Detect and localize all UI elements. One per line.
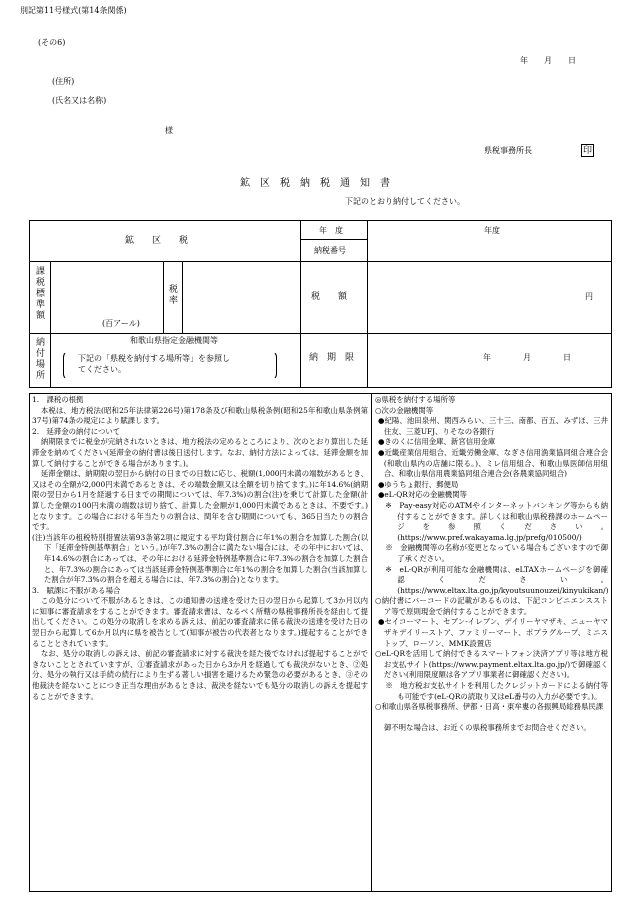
s2-note: (注)当該年の租税特別措置法第93条第2項に規定する平均貸付割合に年1%の割合を加算した割合(以下「延滞金特例基準割合」という。)が年7.3%の割合に満たない場合には、その年中においては、年14.6%の割合にあっては、その年における延滞金特例基準割合に年7.3%の割合を加算した割合と、年7.3%の割合にあっては当該延滞金特例基準割合に年1%の割合を加算した割合(当該加算した割合が年7.3%の割合を超える場合には、年7.3%の割合)となります。 [32, 532, 368, 585]
places-r6: ●eL-QR対応の金融機関等 [377, 490, 467, 500]
kouku-zei-label: 鉱 区 税 [125, 236, 189, 246]
nendo-value: 年度 [484, 226, 500, 235]
places-r14: ○和歌山県各県税事務所、伊都・日高・東牟婁の各振興局総務県民課 [375, 702, 604, 712]
tax-amount-label: 税 額 [311, 292, 348, 302]
places-title: ◎県税を納付する場所等 [375, 395, 456, 404]
address-label: (住所) [52, 77, 75, 86]
places-r1: ○次の金融機関等 [375, 405, 434, 415]
due-date-label: 納 期 限 [309, 353, 355, 363]
yen-unit: 円 [585, 292, 593, 301]
sama-honorific: 様 [165, 126, 173, 135]
places-r8: ※ 金融機関等の名称が変更となっている場合もございますので御了承ください。 [385, 543, 608, 563]
instruction-text: 下記のとおり納付してください。 [345, 197, 465, 206]
s2-title: 2. 延滞金の納付について [32, 426, 121, 436]
office-name: 県税事務所長 [484, 146, 532, 155]
tax-number-label: 納税番号 [314, 246, 346, 255]
payment-place-label: 納付場所 [34, 337, 44, 381]
tax-rate-label: 税率 [167, 284, 177, 306]
s2-para2: 延滞金額は、納期限の翌日から納付の日までの日数に応じ、税額(1,000円未満の端数があるとき、又はその全額が2,000円未満であるときは、その端数金額又は全額を切り捨てます。)に年14.6%(納期限の翌日から1月を経過する日までの期間については、年7.3%)の割合(注)を乗じて計算した金額(計算した金額の100円未満の端数は切り捨て、計算した金額が1,000円未満であるときは、不要です。)となります。この場合における年当たりの割合は、閏年を含む期間についても、365日当たりの割合です。 [32, 469, 368, 532]
due-date-value: 年 月 日 [483, 353, 571, 362]
see-note-line2: てください。 [78, 365, 126, 374]
places-r9: ※ eL-QRが利用可能な金融機関は、eLTAXホームページを御確認ください。(https://www.eltax.lta.go.jp/kyoutsuunouzei/kinyukikan/) [385, 564, 609, 595]
form-sub-id: (その6) [38, 38, 66, 47]
kazei-hyojun-label: 課税標準額 [34, 266, 44, 321]
issue-date: 年 月 日 [520, 56, 576, 65]
s3-title: 3. 賦課に不服がある場合 [32, 585, 121, 595]
places-r2: ●紀陽、池田泉州、関西みらい、三十三、南都、百五、みずほ、三井住友、三菱UFJ、りそなの各銀行 [377, 416, 608, 436]
s2-para1: 納期限までに税金が完納されないときは、地方税法の定めるところにより、次のとおり算出した延滞金を納めてください(延滞金の納付書は後日送付します。なお、納付方法によっては、延滞金額を加算して納付することができる場合があります。)。 [32, 437, 368, 468]
places-r10: ○納付書にバーコードの記載があるものは、下記コンビニエンスストア等で原則現金で納付することができます。 [375, 596, 608, 616]
places-r15: 御不明な場合は、お近くの県税事務所までお問合せください。 [383, 722, 591, 732]
s3-para1: この処分について不服があるときは、この通知書の送達を受けた日の翌日から起算して3か月以内に知事に審査請求をすることができます。審査請求書は、なるべく所轄の県税事務所長を経由して提出してください。この処分の取消しを求める訴えは、前記の審査請求に係る裁決の送達を受けた日の翌日から起算して6か月以内に県を被告として(知事が被告の代表者となります。)提起することができることとされています。 [32, 596, 368, 648]
s3-para2: なお、処分の取消しの訴えは、前記の審査請求に対する裁決を経た後でなければ提起することができないこととされていますが、①審査請求があった日から3か月を経過しても裁決がないとき、②処分、処分の執行又は手続の続行により生ずる著しい損害を避けるため緊急の必要があるとき、③その他裁決を経ないことにつき正当な理由があるときは、裁決を経ないでも処分の取消しの訴えを提起することができます。 [32, 649, 368, 701]
places-r11: ●セイコーマート、セブン-イレブン、デイリーヤマザキ、ニューヤマザキデイリーストア、ファミリーマート、ポプラグループ、ミニストップ、ローソン、MMK設置店 [377, 617, 608, 648]
places-r13: ※ 地方税お支払サイトを利用したクレジットカードによる納付等も可能です(eL-QRの読取り又はeL番号の入力が必要です。)。 [385, 681, 608, 701]
s1-body: 本税は、地方税法(昭和25年法律第226号)第178条及び和歌山県税条例(昭和25年和歌山県条例第37号)第74条の規定により賦課します。 [32, 405, 368, 426]
see-note-line1: 下記の「県税を納付する場所等」を参照し [78, 354, 230, 363]
payment-places-column [375, 395, 608, 733]
designated-bank: 和歌山県指定金融機関等 [130, 336, 218, 345]
places-r5: ●ゆうちょ銀行、郵便局 [377, 479, 459, 489]
places-r4: ●近畿産業信用組合、近畿労働金庫、なぎさ信用漁業協同組合連合会(和歌山県内の店舗に限る。)、ミレ信用組合、和歌山県医師信用組合、和歌山県信用農業協同組合連合会(各農業協同組合) [377, 447, 608, 479]
places-r7: ※ Pay-easy対応のATMやインターネットバンキング等からも納付することができます。詳しくは和歌山県税務課のホームページを参照ください。(https://www.pref.wakayama.lg.jp/prefg/010500/) [385, 500, 608, 542]
area-unit: (百アール) [102, 319, 140, 328]
s1-title: 1. 課税の根拠 [32, 395, 84, 404]
places-r12: ○eL-QRを活用して納付できるスマートフォン決済アプリ等は地方税お支払サイト(https://www.payment.eltax.lta.go.jp/)で御確認ください(利用限度額は各アプリ事業者に御確認ください)。 [375, 649, 608, 680]
name-label: (氏名又は名称) [52, 96, 107, 105]
form-id: 別記第11号様式(第14条関係) [20, 6, 127, 15]
nendo-label: 年 度 [319, 226, 343, 235]
document-title: 鉱 区 税 納 税 通 知 書 [240, 178, 390, 189]
places-r3: ●きのくに信用金庫、新宮信用金庫 [377, 437, 496, 447]
notice-left-column [32, 395, 368, 702]
seal-stamp: 印 [582, 146, 592, 156]
